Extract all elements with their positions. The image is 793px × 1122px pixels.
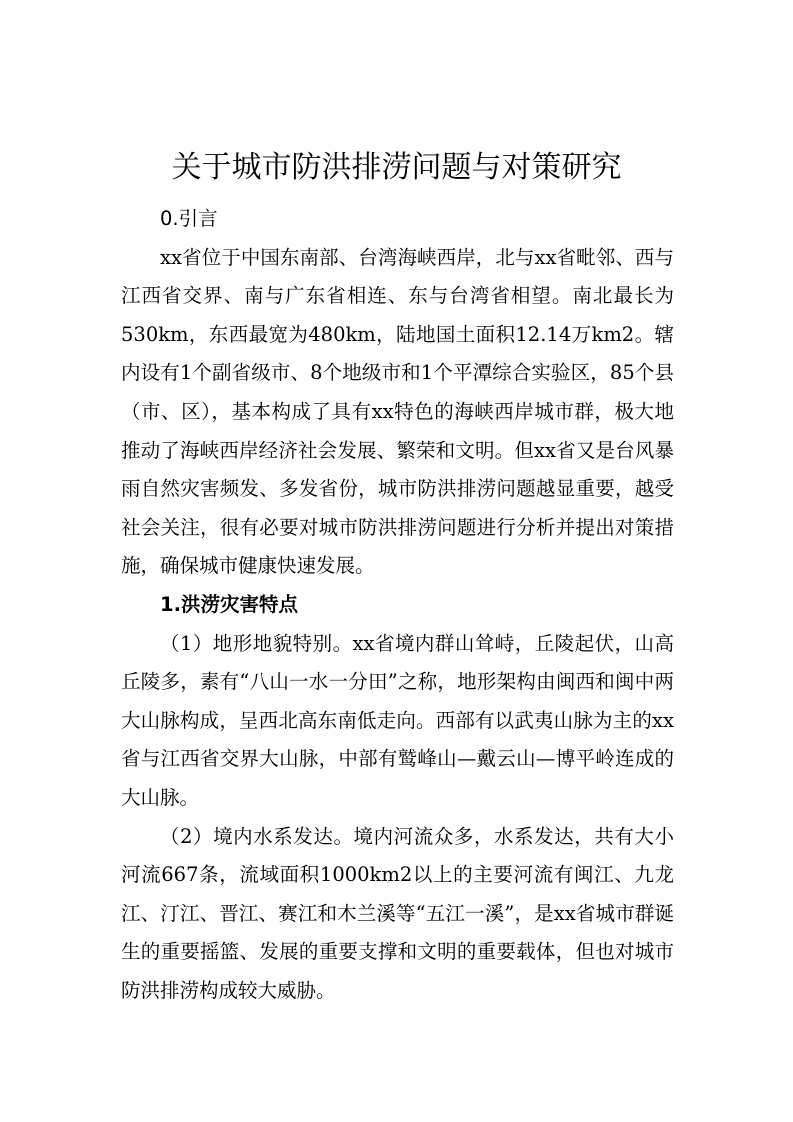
document-title: 关于城市防洪排涝问题与对策研究 bbox=[171, 150, 622, 185]
section-heading-intro: 0.引言 bbox=[160, 207, 218, 230]
paragraph-water-system: （2）境内水系发达。境内河流众多，水系发达，共有大小河流667条，流域面积1000km2以上的主要河流有闽江、九龙江、汀江、晋江、赛江和木兰溪等“五江一溪”，是xx省城市群诞生的重要摇篮、发展的重要支撑和文明的重要载体，但也对城市防洪排涝构成较大威胁。 bbox=[121, 824, 674, 1002]
paragraph-terrain: （1）地形地貌特别。xx省境内群山耸峙，丘陵起伏，山高丘陵多，素有“八山一水一分田”之称，地形架构由闽西和闽中两大山脉构成，呈西北高东南低走向。西部有以武夷山脉为主的xx省与江西省交界大山脉，中部有鹫峰山—戴云山—博平岭连成的大山脉。 bbox=[121, 631, 674, 809]
document-body bbox=[121, 200, 674, 1010]
paragraph-intro: xx省位于中国东南部、台湾海峡西岸，北与xx省毗邻、西与江西省交界、南与广东省相连、东与台湾省相望。南北最长为530km，东西最宽为480km，陆地国土面积12.14万km2。辖内设有1个副省级市、8个地级市和1个平潭综合实验区，85个县（市、区），基本构成了具有xx特色的海峡西岸城市群，极大地推动了海峡西岸经济社会发展、繁荣和文明。但xx省又是台风暴雨自然灾害频发、多发省份，城市防洪排涝问题越显重要，越受社会关注，很有必要对城市防洪排涝问题进行分析并提出对策措施，确保城市健康快速发展。 bbox=[121, 245, 674, 578]
section-heading-flood-characteristics: 1.洪涝灾害特点 bbox=[160, 592, 298, 616]
